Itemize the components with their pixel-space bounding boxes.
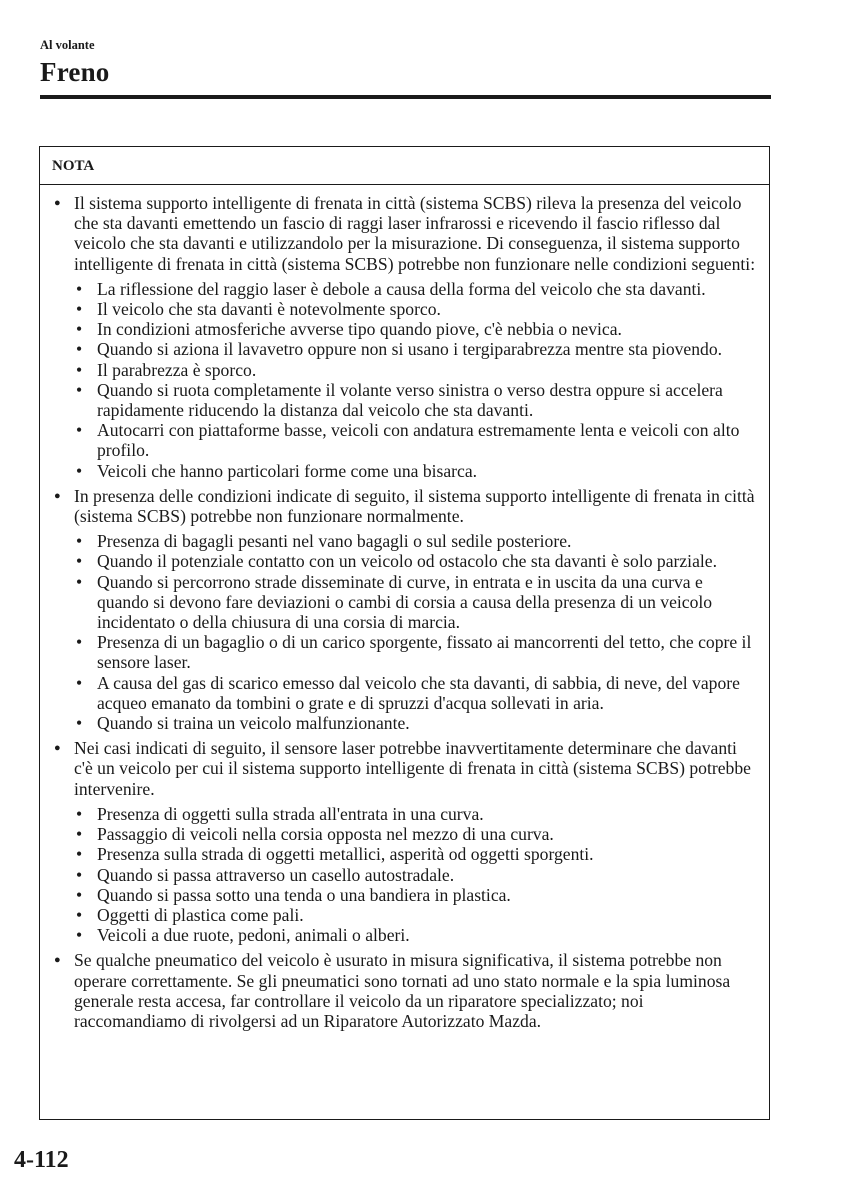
note-sub-item [74,572,757,633]
sub-bullet-icon: • [76,551,83,572]
note-sub-item [74,551,757,571]
sub-bullet-icon: • [76,925,83,946]
note-sub-item-text: Quando si percorrono strade disseminate di curve, in entrata e in uscita da una curva e quando si devono fare deviazioni o cambi di corsia a causa della presenza di un veicolo incidentato o della chiusura di una corsia di marcia. [97,571,713,633]
sub-bullet-icon: • [76,884,83,905]
note-item [52,738,757,945]
note-sub-item [74,885,757,905]
note-sub-item-text: Quando si passa sotto una tenda o una bandiera in plastica. [97,884,511,905]
note-sub-item-text: Quando si aziona il lavavetro oppure non si usano i tergiparabrezza mentre sta piovendo. [97,339,723,360]
note-sub-item [74,531,757,551]
sub-bullet-icon: • [76,531,83,552]
bullet-icon: ● [54,742,61,755]
note-sub-item-text: Quando il potenziale contatto con un veicolo od ostacolo che sta davanti è solo parziale. [97,551,717,572]
note-sub-item-text: Il parabrezza è sporco. [97,359,257,380]
note-list [52,193,757,1031]
note-sub-item [74,339,757,359]
bullet-icon: ● [54,197,61,209]
note-sub-item [74,632,757,672]
sub-bullet-icon: • [76,460,83,481]
note-sub-item-text: Oggetti di plastica come pali. [97,904,304,925]
note-item-text: In presenza delle condizioni indicate di seguito, il sistema supporto intelligente di frenata in città (sistema SCBS) potrebbe non funzionare normalmente. [74,485,755,527]
sub-bullet-icon: • [76,632,83,653]
sub-bullet-icon: • [76,420,83,441]
sub-bullet-icon: • [76,864,83,885]
sub-bullet-icon: • [76,824,83,845]
note-item [52,950,757,1031]
note-sub-item-text: Autocarri con piattaforme basse, veicoli con andatura estremamente lenta e veicoli con alto profilo. [97,420,740,461]
note-item-text: Nei casi indicati di seguito, il sensore laser potrebbe inavvertitamente determinare che davanti c'è un veicolo per cui il sistema supporto intelligente di frenata in città (sistema SCBS) potrebbe intervenire. [74,738,751,799]
note-sub-item [74,713,757,733]
sub-bullet-icon: • [76,844,83,865]
note-sub-item-text: Presenza di un bagaglio o di un carico sporgente, fissato ai mancorrenti del tetto, che copre il sensore laser. [97,632,752,673]
bullet-icon: ● [54,489,61,502]
sub-bullet-icon: • [76,379,83,400]
sub-bullet-icon: • [76,319,83,340]
note-sub-item-text: Veicoli a due ruote, pedoni, animali o alberi. [97,925,410,946]
note-sub-item [74,461,757,481]
sub-bullet-icon: • [76,904,83,925]
note-sub-item [74,299,757,319]
section-label: Al volante [40,38,95,52]
sub-bullet-icon: • [76,672,83,693]
note-sub-item-text: Quando si ruota completamente il volante verso sinistra o verso destra oppure si accelera rapidamente riducendo la distanza dal veicolo che sta davanti. [97,379,723,421]
bullet-icon: ● [54,954,61,967]
note-sub-item [74,319,757,339]
note-sub-item-text: Presenza di oggetti sulla strada all'entrata in una curva. [97,803,484,824]
note-sub-item [74,824,757,844]
sub-bullet-icon: • [76,339,83,360]
note-sub-item-text: A causa del gas di scarico emesso dal veicolo che sta davanti, di sabbia, di neve, del vapore acqueo emanato da tombini o grate e di spruzzi d'acqua sollevati in aria. [97,672,740,713]
page-title: Freno [40,57,110,87]
sub-bullet-icon: • [76,803,83,824]
note-sub-item [74,279,757,299]
note-sub-item [74,420,757,460]
sub-bullet-icon: • [76,571,83,592]
note-sub-item [74,905,757,925]
note-sub-item-text: La riflessione del raggio laser è debole a causa della forma del veicolo che sta davanti. [97,278,706,299]
note-item-text: Se qualche pneumatico del veicolo è usurato in misura significativa, il sistema potrebbe non operare correttamente. Se gli pneumatici sono tornati ad uno stato normale e la spia luminosa generale resta accesa, far controllare il veicolo da un riparatore specializzato; noi raccomandiamo di rivolgersi ad un Riparatore Autorizzato Mazda. [74,950,731,1031]
note-sub-list [74,804,757,945]
note-heading: NOTA [40,147,769,185]
note-sub-item-text: Veicoli che hanno particolari forme come una bisarca. [97,460,478,481]
note-sub-item [74,844,757,864]
note-sub-item [74,804,757,824]
note-sub-item-text: Il veicolo che sta davanti è notevolmente sporco. [97,299,441,320]
note-sub-item [74,380,757,420]
note-sub-item [74,925,757,945]
note-item-text: Il sistema supporto intelligente di frenata in città (sistema SCBS) rileva la presenza del veicolo che sta davanti emettendo un fascio di raggi laser infrarossi e ricevendo il fascio riflesso dal veicolo che sta davanti e utilizzandolo per la misurazione. Di conseguenza, il sistema supporto intelligente di frenata in città (sistema SCBS) potrebbe non funzionare nelle condizioni seguenti: [74,193,756,274]
note-item [52,486,757,733]
note-sub-item-text: Presenza di bagagli pesanti nel vano bagagli o sul sedile posteriore. [97,531,572,552]
note-sub-item [74,865,757,885]
note-sub-item-text: Quando si traina un veicolo malfunzionante. [97,713,410,734]
title-rule [40,95,771,99]
note-sub-item [74,673,757,713]
note-sub-item [74,360,757,380]
note-sub-item-text: In condizioni atmosferiche avverse tipo quando piove, c'è nebbia o nevica. [97,319,622,340]
note-sub-item-text: Presenza sulla strada di oggetti metallici, asperità od oggetti sporgenti. [97,844,594,865]
note-sub-item-text: Passaggio di veicoli nella corsia opposta nel mezzo di una curva. [97,824,554,845]
sub-bullet-icon: • [76,278,83,299]
note-sub-list [74,279,757,481]
sub-bullet-icon: • [76,713,83,734]
note-body [40,185,769,1031]
sub-bullet-icon: • [76,299,83,320]
note-sub-list [74,531,757,733]
sub-bullet-icon: • [76,359,83,380]
note-box [39,146,770,1120]
note-item [52,193,757,481]
page-number: 4-112 [14,1147,69,1173]
note-sub-item-text: Quando si passa attraverso un casello autostradale. [97,864,455,885]
